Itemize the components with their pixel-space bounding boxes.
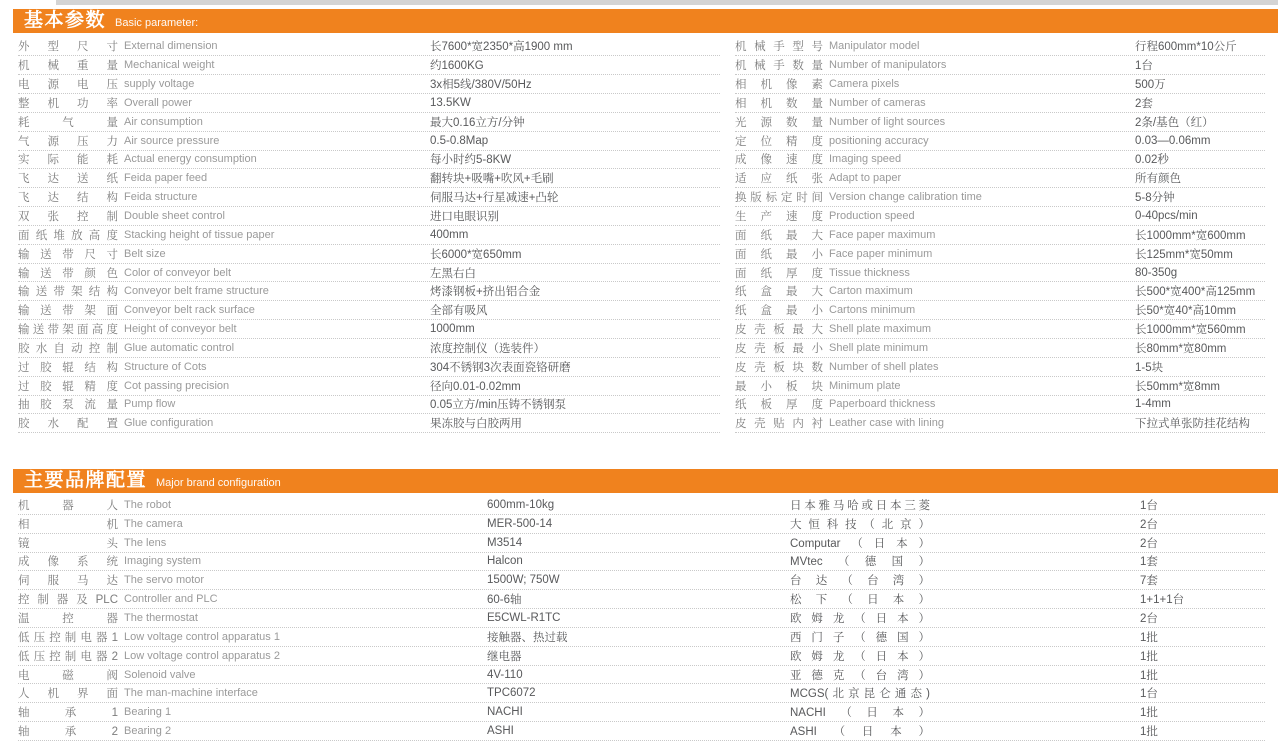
spec-value: 5-8分钟 <box>1135 192 1175 205</box>
spec-row <box>18 207 720 226</box>
brand-row <box>18 666 1265 685</box>
brand-model: Halcon <box>487 555 523 568</box>
spec-row <box>18 132 720 151</box>
brand-maker: MVtec（德国） <box>790 556 930 569</box>
spec-value: 长6000*宽650mm <box>430 248 522 261</box>
spec-label-zh: 光源数量 <box>735 116 823 129</box>
brand-quantity: 7套 <box>1140 575 1158 588</box>
spec-label-en: Number of light sources <box>829 115 946 128</box>
spec-row <box>735 396 1265 415</box>
spec-value: 约1600KG <box>430 60 484 73</box>
spec-label-zh: 整机功率 <box>18 97 118 110</box>
spec-value: 0.02秒 <box>1135 154 1169 167</box>
spec-label-en: supply voltage <box>124 78 195 91</box>
spec-value: 左黑右白 <box>430 267 476 280</box>
spec-label-en: Color of conveyor belt <box>124 266 231 279</box>
spec-value: 13.5KW <box>430 96 471 109</box>
spec-label-en: Glue configuration <box>124 417 214 430</box>
spec-row <box>735 94 1265 113</box>
spec-row <box>18 188 720 207</box>
spec-row <box>735 132 1265 151</box>
spec-label-zh: 胶水配置 <box>18 418 118 431</box>
brand-label-zh: 低压控制电器2 <box>18 650 118 663</box>
brand-row <box>18 609 1265 628</box>
spec-label-en: Mechanical weight <box>124 59 215 72</box>
spec-value: 行程600mm*10公斤 <box>1135 41 1237 54</box>
spec-label-zh: 输送带架面 <box>18 305 118 318</box>
brand-quantity: 2台 <box>1140 518 1158 531</box>
spec-label-zh: 输送带尺寸 <box>18 248 118 261</box>
brand-quantity: 1套 <box>1140 556 1158 569</box>
top-edge-strip <box>56 0 1278 5</box>
spec-row <box>735 320 1265 339</box>
spec-label-en: External dimension <box>124 40 218 53</box>
spec-value: 每小时约5-8KW <box>430 154 512 167</box>
brand-maker: 松下（日本） <box>790 594 930 607</box>
spec-value: 304不锈钢3次表面瓷铬研磨 <box>430 361 571 374</box>
spec-row <box>735 377 1265 396</box>
brand-model: 接触器、热过载 <box>487 631 568 644</box>
spec-value: 长50*宽40*高10mm <box>1135 305 1236 318</box>
spec-value: 1台 <box>1135 60 1153 73</box>
spec-value: 烤漆钢板+挤出铝合金 <box>430 286 541 299</box>
spec-label-en: Stacking height of tissue paper <box>124 228 275 241</box>
spec-value: 长7600*宽2350*高1900 mm <box>430 41 573 54</box>
section1-title-en: Basic parameter: <box>115 16 199 29</box>
brand-model: 继电器 <box>487 650 522 663</box>
spec-value: 伺服马达+行星减速+凸轮 <box>430 192 559 205</box>
section2-header <box>13 469 1278 493</box>
brand-label-en: Low voltage control apparatus 2 <box>124 649 280 662</box>
spec-label-zh: 皮壳板最大 <box>735 324 823 337</box>
spec-value: 全部有吸风 <box>430 305 488 318</box>
brand-label-zh: 轴承2 <box>18 726 118 739</box>
brand-model: 1500W; 750W <box>487 574 560 587</box>
brand-quantity: 2台 <box>1140 612 1158 625</box>
spec-label-zh: 过胶辊结构 <box>18 361 118 374</box>
spec-label-en: Shell plate minimum <box>829 341 929 354</box>
spec-row <box>18 377 720 396</box>
spec-label-zh: 适应纸张 <box>735 173 823 186</box>
spec-label-en: Manipulator model <box>829 40 920 53</box>
spec-row <box>735 282 1265 301</box>
spec-label-zh: 面纸最大 <box>735 229 823 242</box>
spec-value: 0.05立方/min压铸不锈钢泵 <box>430 399 567 412</box>
brand-maker: 日本雅马哈或日本三菱 <box>790 499 930 512</box>
spec-row <box>735 245 1265 264</box>
spec-label-en: Cartons minimum <box>829 304 916 317</box>
section1-header <box>13 9 1278 33</box>
spec-value: 1-4mm <box>1135 398 1171 411</box>
spec-label-zh: 电源电压 <box>18 79 118 92</box>
spec-row <box>18 282 720 301</box>
brand-row <box>18 515 1265 534</box>
brand-label-en: The servo motor <box>124 574 205 587</box>
spec-label-en: Overall power <box>124 96 192 109</box>
brand-configuration-table <box>18 496 1265 741</box>
spec-label-en: positioning accuracy <box>829 134 929 147</box>
brand-label-en: The man-machine interface <box>124 687 258 700</box>
spec-label-zh: 机械手数量 <box>735 60 823 73</box>
spec-row <box>735 113 1265 132</box>
spec-label-en: Tissue thickness <box>829 266 910 279</box>
spec-label-en: Cot passing precision <box>124 379 230 392</box>
brand-maker: Computar（日本） <box>790 537 930 550</box>
spec-row <box>735 207 1265 226</box>
brand-model: M3514 <box>487 536 523 549</box>
brand-model: TPC6072 <box>487 687 536 700</box>
spec-label-zh: 双张控制 <box>18 211 118 224</box>
spec-label-zh: 皮壳贴内衬 <box>735 418 823 431</box>
spec-label-en: Height of conveyor belt <box>124 323 237 336</box>
spec-label-en: Number of cameras <box>829 96 926 109</box>
brand-quantity: 1批 <box>1140 650 1158 663</box>
spec-row <box>18 94 720 113</box>
spec-row <box>735 188 1265 207</box>
spec-label-en: Version change calibration time <box>829 191 982 204</box>
spec-value: 0.5-0.8Map <box>430 134 489 147</box>
spec-value: 翻转块+吸嘴+吹风+毛刷 <box>430 173 554 186</box>
brand-row <box>18 496 1265 515</box>
brand-label-en: Bearing 1 <box>124 706 172 719</box>
brand-row <box>18 534 1265 553</box>
brand-label-zh: 成像系统 <box>18 556 118 569</box>
brand-model: MER-500-14 <box>487 517 553 530</box>
brand-quantity: 2台 <box>1140 537 1158 550</box>
spec-label-en: Number of shell plates <box>829 360 939 373</box>
brand-label-zh: 机器人 <box>18 499 118 512</box>
spec-value: 2条/基色（红） <box>1135 116 1214 129</box>
brand-maker: 欧姆龙（日本） <box>790 612 930 625</box>
brand-label-en: The thermostat <box>124 611 198 624</box>
spec-value: 3x相5线/380V/50Hz <box>430 79 532 92</box>
spec-row <box>18 151 720 170</box>
brand-quantity: 1批 <box>1140 707 1158 720</box>
brand-maker: 台达（台湾） <box>790 575 930 588</box>
spec-row <box>18 358 720 377</box>
spec-value: 长500*宽400*高125mm <box>1135 286 1256 299</box>
spec-label-zh: 皮壳板最小 <box>735 342 823 355</box>
brand-label-zh: 低压控制电器1 <box>18 631 118 644</box>
spec-row <box>18 320 720 339</box>
spec-label-en: Production speed <box>829 210 915 223</box>
brand-model: 4V-110 <box>487 668 523 681</box>
spec-label-zh: 成像速度 <box>735 154 823 167</box>
spec-value: 0-40pcs/min <box>1135 210 1198 223</box>
spec-label-zh: 机械手型号 <box>735 41 823 54</box>
spec-label-en: Adapt to paper <box>829 172 902 185</box>
spec-label-zh: 换版标定时间 <box>735 192 823 205</box>
spec-row <box>18 75 720 94</box>
spec-row <box>735 414 1265 433</box>
spec-label-en: Minimum plate <box>829 379 901 392</box>
brand-label-en: The lens <box>124 536 167 549</box>
spec-value: 浓度控制仪（选装件） <box>430 342 545 355</box>
spec-value: 2套 <box>1135 97 1153 110</box>
spec-value: 长80mm*宽80mm <box>1135 342 1227 355</box>
brand-label-zh: 人机界面 <box>18 688 118 701</box>
spec-value: 长125mm*宽50mm <box>1135 248 1233 261</box>
spec-label-en: Feida structure <box>124 191 198 204</box>
brand-maker: 欧姆龙（日本） <box>790 650 930 663</box>
spec-label-en: Conveyor belt rack surface <box>124 304 255 317</box>
spec-row <box>18 113 720 132</box>
brand-row <box>18 571 1265 590</box>
spec-label-en: Air consumption <box>124 115 203 128</box>
brand-model: E5CWL-R1TC <box>487 611 561 624</box>
spec-label-zh: 输送带架结构 <box>18 286 118 299</box>
spec-row <box>18 56 720 75</box>
spec-row <box>18 339 720 358</box>
spec-label-en: Paperboard thickness <box>829 398 936 411</box>
spec-row <box>735 339 1265 358</box>
brand-row <box>18 590 1265 609</box>
brand-label-en: Bearing 2 <box>124 725 172 738</box>
spec-label-zh: 相机像素 <box>735 79 823 92</box>
brand-row <box>18 553 1265 572</box>
brand-maker: 亚德克（台湾） <box>790 669 930 682</box>
brand-label-en: The camera <box>124 517 183 530</box>
spec-row <box>18 301 720 320</box>
spec-label-en: Number of manipulators <box>829 59 947 72</box>
spec-label-en: Glue automatic control <box>124 341 235 354</box>
section2-title-zh: 主要品牌配置 <box>24 470 148 491</box>
spec-label-zh: 纸盒最大 <box>735 286 823 299</box>
brand-label-zh: 相机 <box>18 518 118 531</box>
spec-value: 400mm <box>430 228 469 241</box>
spec-value: 长1000mm*宽560mm <box>1135 324 1246 337</box>
brand-label-en: Controller and PLC <box>124 593 218 606</box>
spec-label-en: Leather case with lining <box>829 417 944 430</box>
brand-quantity: 1批 <box>1140 669 1158 682</box>
spec-label-en: Carton maximum <box>829 285 913 298</box>
spec-label-zh: 气源压力 <box>18 135 118 148</box>
basic-parameters-left-column <box>18 38 720 434</box>
section2-title-en: Major brand configuration <box>156 476 281 489</box>
brand-row <box>18 703 1265 722</box>
spec-label-zh: 纸板厚度 <box>735 399 823 412</box>
brand-label-zh: 镜头 <box>18 537 118 550</box>
brand-maker: NACHI（日本） <box>790 707 930 720</box>
brand-model: 60-6轴 <box>487 594 522 607</box>
spec-label-en: Face paper minimum <box>829 247 933 260</box>
spec-label-en: Shell plate maximum <box>829 323 932 336</box>
spec-row <box>735 264 1265 283</box>
spec-label-en: Camera pixels <box>829 78 900 91</box>
spec-label-zh: 外型尺寸 <box>18 41 118 54</box>
spec-value: 1000mm <box>430 323 475 336</box>
spec-value: 下拉式单张防挂花结构 <box>1135 418 1250 431</box>
brand-label-zh: 温控器 <box>18 612 118 625</box>
spec-row <box>18 38 720 57</box>
spec-label-zh: 最小板块 <box>735 380 823 393</box>
spec-row <box>18 226 720 245</box>
spec-row <box>735 56 1265 75</box>
spec-label-en: Conveyor belt frame structure <box>124 285 269 298</box>
spec-label-en: Belt size <box>124 247 166 260</box>
spec-label-zh: 生产速度 <box>735 211 823 224</box>
brand-label-en: Solenoid valve <box>124 668 196 681</box>
brand-label-en: Low voltage control apparatus 1 <box>124 630 280 643</box>
brand-row <box>18 647 1265 666</box>
spec-row <box>18 245 720 264</box>
spec-row <box>735 358 1265 377</box>
spec-row <box>735 226 1265 245</box>
spec-label-zh: 相机数量 <box>735 97 823 110</box>
spec-label-zh: 面纸最小 <box>735 248 823 261</box>
spec-value: 80-350g <box>1135 266 1178 279</box>
spec-label-zh: 飞达结构 <box>18 192 118 205</box>
brand-row <box>18 722 1265 741</box>
spec-label-zh: 耗气量 <box>18 116 118 129</box>
spec-value: 1-5块 <box>1135 361 1164 374</box>
spec-label-zh: 纸盒最小 <box>735 305 823 318</box>
brand-maker: ASHI（日本） <box>790 726 930 739</box>
spec-label-zh: 胶水自动控制 <box>18 342 118 355</box>
brand-row <box>18 684 1265 703</box>
brand-model: NACHI <box>487 706 523 719</box>
spec-row <box>18 169 720 188</box>
brand-model: ASHI <box>487 725 514 738</box>
spec-label-zh: 过胶辊精度 <box>18 380 118 393</box>
spec-row <box>735 75 1265 94</box>
brand-label-zh: 电磁阀 <box>18 669 118 682</box>
brand-maker: 大恒科技（北京） <box>790 518 930 531</box>
spec-label-en: Double sheet control <box>124 210 225 223</box>
spec-label-zh: 实际能耗 <box>18 154 118 167</box>
spec-label-en: Imaging speed <box>829 153 902 166</box>
spec-row <box>735 151 1265 170</box>
spec-label-zh: 输送带架面高度 <box>18 324 118 337</box>
spec-row <box>735 169 1265 188</box>
spec-label-zh: 皮壳板块数 <box>735 361 823 374</box>
spec-row <box>18 396 720 415</box>
spec-row <box>18 414 720 433</box>
spec-value: 果冻胶与白胶两用 <box>430 418 522 431</box>
spec-label-zh: 机械重量 <box>18 60 118 73</box>
brand-label-en: Imaging system <box>124 555 202 568</box>
spec-label-zh: 飞达送纸 <box>18 173 118 186</box>
brand-quantity: 1批 <box>1140 631 1158 644</box>
spec-value: 长50mm*宽8mm <box>1135 380 1220 393</box>
brand-quantity: 1台 <box>1140 499 1158 512</box>
spec-label-en: Actual energy consumption <box>124 153 257 166</box>
brand-model: 600mm-10kg <box>487 498 555 511</box>
brand-label-zh: 伺服马达 <box>18 575 118 588</box>
brand-maker: MCGS(北京昆仑通态) <box>790 688 930 701</box>
spec-value: 最大0.16立方/分钟 <box>430 116 525 129</box>
spec-label-zh: 抽胶泵流量 <box>18 399 118 412</box>
spec-row <box>18 264 720 283</box>
brand-quantity: 1台 <box>1140 688 1158 701</box>
brand-quantity: 1批 <box>1140 726 1158 739</box>
spec-value: 长1000mm*宽600mm <box>1135 229 1246 242</box>
spec-label-en: Pump flow <box>124 398 176 411</box>
brand-quantity: 1+1+1台 <box>1140 594 1185 607</box>
spec-value: 所有颜色 <box>1135 173 1181 186</box>
brand-label-zh: 轴承1 <box>18 707 118 720</box>
spec-label-zh: 面纸厚度 <box>735 267 823 280</box>
basic-parameters-right-column <box>735 38 1265 434</box>
spec-label-zh: 定位精度 <box>735 135 823 148</box>
section1-title-zh: 基本参数 <box>24 10 107 31</box>
spec-row <box>735 301 1265 320</box>
brand-label-zh: 控制器及PLC <box>18 594 118 607</box>
spec-label-en: Feida paper feed <box>124 172 208 185</box>
spec-row <box>735 38 1265 57</box>
spec-label-en: Air source pressure <box>124 134 220 147</box>
spec-value: 500万 <box>1135 79 1166 92</box>
spec-label-zh: 面纸堆放高度 <box>18 229 118 242</box>
spec-label-zh: 输送带颜色 <box>18 267 118 280</box>
brand-label-en: The robot <box>124 498 172 511</box>
spec-value: 0.03—0.06mm <box>1135 134 1211 147</box>
spec-label-en: Structure of Cots <box>124 360 207 373</box>
brand-maker: 西门子（德国） <box>790 631 930 644</box>
spec-value: 进口电眼识别 <box>430 211 499 224</box>
spec-label-en: Face paper maximum <box>829 228 936 241</box>
spec-value: 径向0.01-0.02mm <box>430 380 521 393</box>
brand-row <box>18 628 1265 647</box>
